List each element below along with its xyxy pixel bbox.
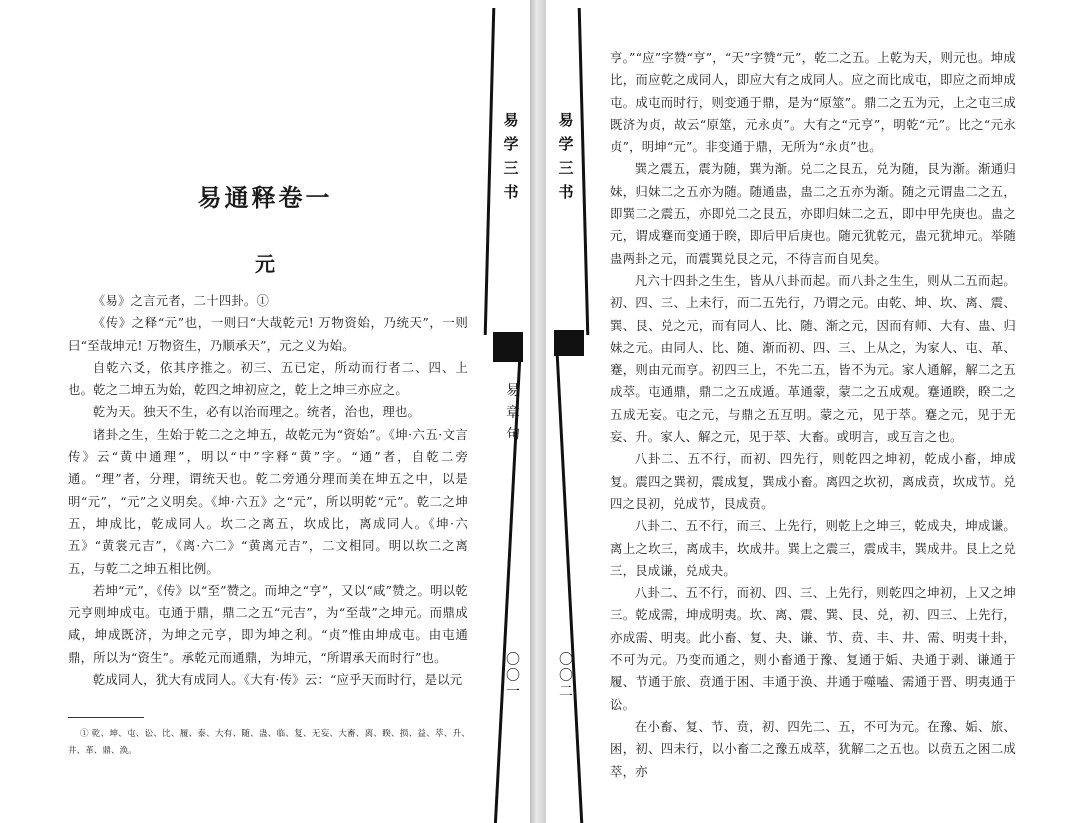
book-gutter xyxy=(530,0,546,823)
section-title: 元 xyxy=(255,252,275,276)
paragraph: 诸卦之生，生始于乾二之之坤五，故乾元为“资始”。《坤·六五·文言传》云“黄中通理”，明以“中”字释“黄”字。“通”者，自乾二旁通。“理”者，分理，谓统天也。乾二旁通分理而美在坤五之中，以是明“元”，“元”之义明矣。《坤·六五》之“元”，所以明乾“元”。乾二之坤五，坤成比，乾成同人。坎二之离五，坎成比，离成同人。《坤·六五》“黄裳元吉”，《离·六二》“黄离元吉”，二文相同。明以坎二之离五，与乾二之坤五相比例。 xyxy=(68,426,468,576)
edge-label-top: 易 学 三 书 xyxy=(503,111,519,201)
paragraph: 乾为天。独天不生，必有以治而理之。统者，治也，理也。 xyxy=(92,404,421,420)
paragraph: 亨。”“应”字赞“亨”，“天”字赞“元”，乾二之五。上乾为天，则元也。坤成比，而应乾之成同人，即应大有之成同人。应之而比成屯，即应之而坤成屯。成屯而时行，则变通于鼎，是为“原筮”。鼎二之五为元，上之屯三成既济为贞，故云“原筮，元永贞”。大有之“元亨”，明乾“元”。比之“元永贞”，明坤“元”。非变通于鼎，无所为“永贞”也。 xyxy=(610,50,1016,155)
footnote: ① 乾、坤、屯、讼、比、履、泰、大有、随、蛊、临、复、无妄、大畜、离、睽、损、益、萃、升、井、革、鼎、涣。 xyxy=(68,729,470,756)
paragraph: 八卦二、五不行，而初、四先行，则乾四之坤初，乾成小畜，坤成复。震四之巽初，震成复，巽成小畜。离四之坎初，离成贲，坎成节。兑四之艮初，兑成节，艮成贲。 xyxy=(610,451,1016,511)
paragraph: 《易》之言元者，二十四卦。① xyxy=(92,293,270,308)
edge-line xyxy=(484,8,496,335)
edge-label-top: 易 学 三 书 xyxy=(558,111,574,201)
paragraph: 乾成同人，犹大有成同人。《大有·传》云：“应乎天而时行，是以元 xyxy=(92,672,463,688)
left-page-body xyxy=(68,290,468,691)
edge-tab xyxy=(554,330,584,356)
edge-line xyxy=(556,356,583,823)
paragraph: 若坤“元”，《传》以“至”赞之。而坤之“亨”，又以“咸”赞之。明以乾元亨则坤成屯。屯通于鼎，鼎二之五“元吉”，为“至哉”之坤元。而鼎成咸，坤成既济，为坤之元亨，即为坤之利。“贞”惟由坤成屯。由屯通鼎，所以为“资生”。承乾元而通鼎，为坤元，“所谓承天而时行”也。 xyxy=(68,582,468,665)
paragraph: 自乾六爻，依其序推之。初三、五已定，所动而行者二、四、上也。乾之二坤五为始，乾四之坤初应之，乾上之坤三亦应之。 xyxy=(68,359,468,398)
left-page xyxy=(0,0,530,823)
paragraph: 凡六十四卦之生生，皆从八卦而起。而八卦之生生，则从二五而起。初、四、三、上未行，而二五先行，乃谓之元。由乾、坤、坎、离、震、巽、艮、兑之元，而有同人、比、随、渐之元，因而有师、大有、蛊、归妹之元。由同人、比、随、渐而初、四、三、上从之，为家人、屯、革、蹇，则由元而亨。初四三上，不先二五，皆不为元。家人通解，解二之五成萃。屯通鼎，鼎二之五成遁。革通蒙，蒙二之五成观。蹇通睽，睽二之五成无妄。屯之元，与鼎之五互明。蒙之元，见于萃。蹇之元，见于无妄、升。家人、解之元，见于萃、大畜。或明言，或互言之也。 xyxy=(610,272,1016,445)
page-number: 〇 〇 二 xyxy=(559,652,573,700)
paragraph: 《传》之释“元”也，一则曰“大哉乾元! 万物资始，乃统天”，一则曰“至哉坤元! 万物资生，乃顺承天”，元之义为始。 xyxy=(68,315,468,353)
edge-tab xyxy=(493,332,523,362)
paragraph: 八卦二、五不行，而初、四、三、上先行，则乾四之坤初，上又之坤三。乾成需，坤成明夷。坎、离、震、巽、艮、兑，初、四三、上先行，亦成需、明夷。此小畜、复、夬、谦、节、贲、丰、井、需、明夷十卦，不可为元。乃变而通之，则小畜通于豫、复通于姤、夬通于剥、谦通于履、节通于旅、贲通于困、丰通于涣、井通于噬嗑、需通于晋、明夷通于讼。 xyxy=(610,585,1016,712)
chapter-title: 易通释卷一 xyxy=(197,183,333,212)
footnote-divider xyxy=(68,717,144,718)
edge-label-middle: 易 章 句 xyxy=(506,383,520,443)
edge-line xyxy=(578,8,590,335)
page-number: 〇 〇 一 xyxy=(506,652,520,700)
paragraph: 巽之震五，震为随，巽为渐。兑二之艮五，兑为随，艮为渐。渐通归妹，归妹二之五亦为随。随通蛊，蛊二之五亦为渐。随之元谓蛊二之五，即巽二之震五，亦即兑二之艮五，亦即归妹二之五，即中甲先庚也。蛊之元，谓成蹇而变通于睽，即后甲后庚也。随元犹乾元，蛊元犹坤元。举随蛊两卦之元，而震巽兑艮之元，不待言而自见矣。 xyxy=(610,161,1016,266)
paragraph: 八卦二、五不行，而三、上先行，则乾上之坤三，乾成夬，坤成谦。离上之坎三，离成丰，坎成井。巽上之震三，震成丰，巽成井。艮上之兑三，艮成谦，兑成夬。 xyxy=(610,518,1016,578)
right-page-body xyxy=(610,47,1016,783)
paragraph: 在小畜、复、节、贲，初、四先二、五，不可为元。在豫、姤、旅、困，初、四未行，以小畜二之豫五成萃，犹解二之五也。以贲五之困二成萃，亦 xyxy=(610,718,1016,779)
